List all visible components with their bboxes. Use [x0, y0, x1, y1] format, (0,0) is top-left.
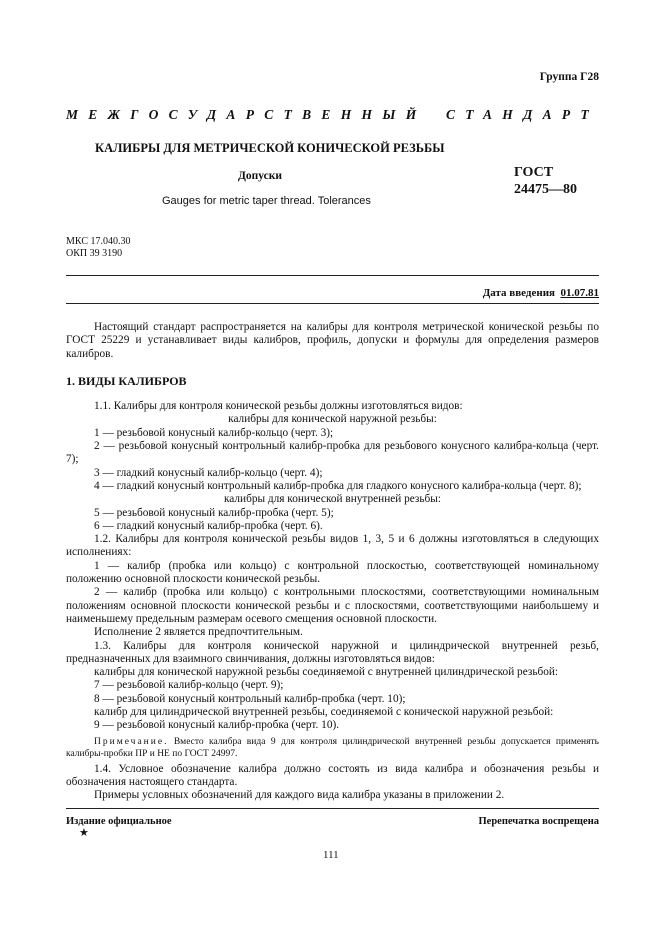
- official-edition: Издание официальное: [66, 816, 172, 827]
- intro-date-label: Дата введения: [482, 287, 555, 299]
- star-mark: ★: [79, 827, 89, 839]
- intro-date: [483, 287, 599, 299]
- body-text: [66, 321, 599, 803]
- okp-code: ОКП 39 3190: [66, 248, 123, 259]
- intro-paragraph: Настоящий стандарт распространяется на калибры для контроля метрической конической резьбы по ГОСТ 25229 и устанавливает виды калибров, профиль, допуски и формулы для определения размеров калибров.: [66, 321, 599, 360]
- english-title: Gauges for metric taper thread. Tolerances: [162, 195, 371, 207]
- version-1: 1 — калибр (пробка или кольцо) с контрольной плоскостью, соответствующей номинальному положению основной плоскости конической резьбы.: [66, 559, 599, 586]
- reprint-prohibited: Перепечатка воспрещена: [478, 816, 599, 827]
- classification-codes: [66, 236, 130, 260]
- gauge-type-7: 7 — резьбовой калибр-кольцо (черт. 9);: [94, 679, 284, 692]
- clause-1-1: 1.1. Калибры для контроля конической резьбы должны изготовляться видов:: [94, 400, 463, 413]
- banner-left: МЕЖГОСУДАРСТВЕННЫЙ: [66, 107, 427, 122]
- examples-reference: Примеры условных обозначений для каждого вида калибра указаны в приложении 2.: [94, 789, 505, 802]
- clause-1-4: 1.4. Условное обозначение калибра должно состоять из вида калибра и обозначения резьбы и обозначения настоящего стандарта.: [66, 762, 599, 788]
- gauge-type-1: 1 — резьбовой конусный калибр-кольцо (черт. 3);: [94, 426, 334, 439]
- clause-1-3: 1.3. Калибры для контроля конической наружной и цилиндрической внутренней резьб, предназначенных для взаимного свинчивания, должны изготовляться видов:: [66, 639, 599, 665]
- document-title: КАЛИБРЫ ДЛЯ МЕТРИЧЕСКОЙ КОНИЧЕСКОЙ РЕЗЬБЫ: [95, 141, 445, 155]
- combined-external-heading: калибры для конической наружной резьбы соединяемой с внутренней цилиндрической резьбой:: [94, 666, 559, 679]
- date-rule: [66, 303, 599, 304]
- gauge-type-4: 4 — гладкий конусный контрольный калибр-пробка для гладкого конусного калибра-кольца (черт. 8);: [94, 479, 582, 492]
- intro-date-value: 01.07.81: [560, 287, 599, 299]
- gauge-type-5: 5 — резьбовой конусный калибр-пробка (черт. 5);: [94, 506, 334, 519]
- gost-number: 24475—80: [514, 182, 577, 197]
- internal-thread-heading: калибры для конической внутренней резьбы:: [223, 493, 442, 506]
- group-code: Группа Г28: [539, 71, 599, 83]
- gost-designation: [514, 164, 577, 198]
- top-rule: [66, 275, 599, 276]
- gost-label: ГОСТ: [514, 165, 554, 180]
- page-number: 111: [323, 849, 339, 861]
- note-text: Вместо калибра вида 9 для контроля цилиндрической внутренней резьбы допускается применять калибры-пробки ПР и НЕ по ГОСТ 24997.: [66, 736, 599, 759]
- banner-right: СТАНДАРТ: [445, 107, 599, 122]
- gauge-type-2: 2 — резьбовой конусный контрольный калибр-пробка для резьбового конусного калибра-кольца (черт. 7);: [66, 440, 599, 466]
- preferred-version: Исполнение 2 является предпочтительным.: [94, 626, 303, 639]
- footer-rule: [66, 808, 599, 809]
- note: [66, 736, 599, 760]
- clause-1-2: 1.2. Калибры для контроля конической резьбы видов 1, 3, 5 и 6 должны изготовляться в следующих исполнениях:: [66, 533, 599, 559]
- gauge-type-9: 9 — резьбовой конусный калибр-пробка (черт. 10).: [94, 719, 340, 732]
- version-2: 2 — калибр (пробка или кольцо) с контрольными плоскостями, соответствующими номинальным положениям основной плоскости конической резьбы и с плоскостями, соответствующими наибольшему и наименьшему предельным размерам осевого смещения основной плоскости.: [66, 586, 599, 625]
- external-thread-heading: калибры для конической наружной резьбы:: [228, 413, 437, 426]
- note-label: Примечание.: [94, 736, 169, 747]
- mks-code: МКС 17.040.30: [66, 236, 131, 247]
- combined-internal-heading: калибр для цилиндрической внутренней резьбы, соединяемой с конической наружной резьбой:: [94, 706, 554, 719]
- section-title: 1. ВИДЫ КАЛИБРОВ: [66, 373, 187, 388]
- gauge-type-8: 8 — резьбовой конусный контрольный калибр-пробка (черт. 10);: [94, 692, 406, 705]
- gauge-type-6: 6 — гладкий конусный калибр-пробка (черт. 6).: [94, 519, 323, 532]
- document-subtitle: Допуски: [238, 170, 283, 182]
- gauge-type-3: 3 — гладкий конусный калибр-кольцо (черт. 4);: [94, 466, 323, 479]
